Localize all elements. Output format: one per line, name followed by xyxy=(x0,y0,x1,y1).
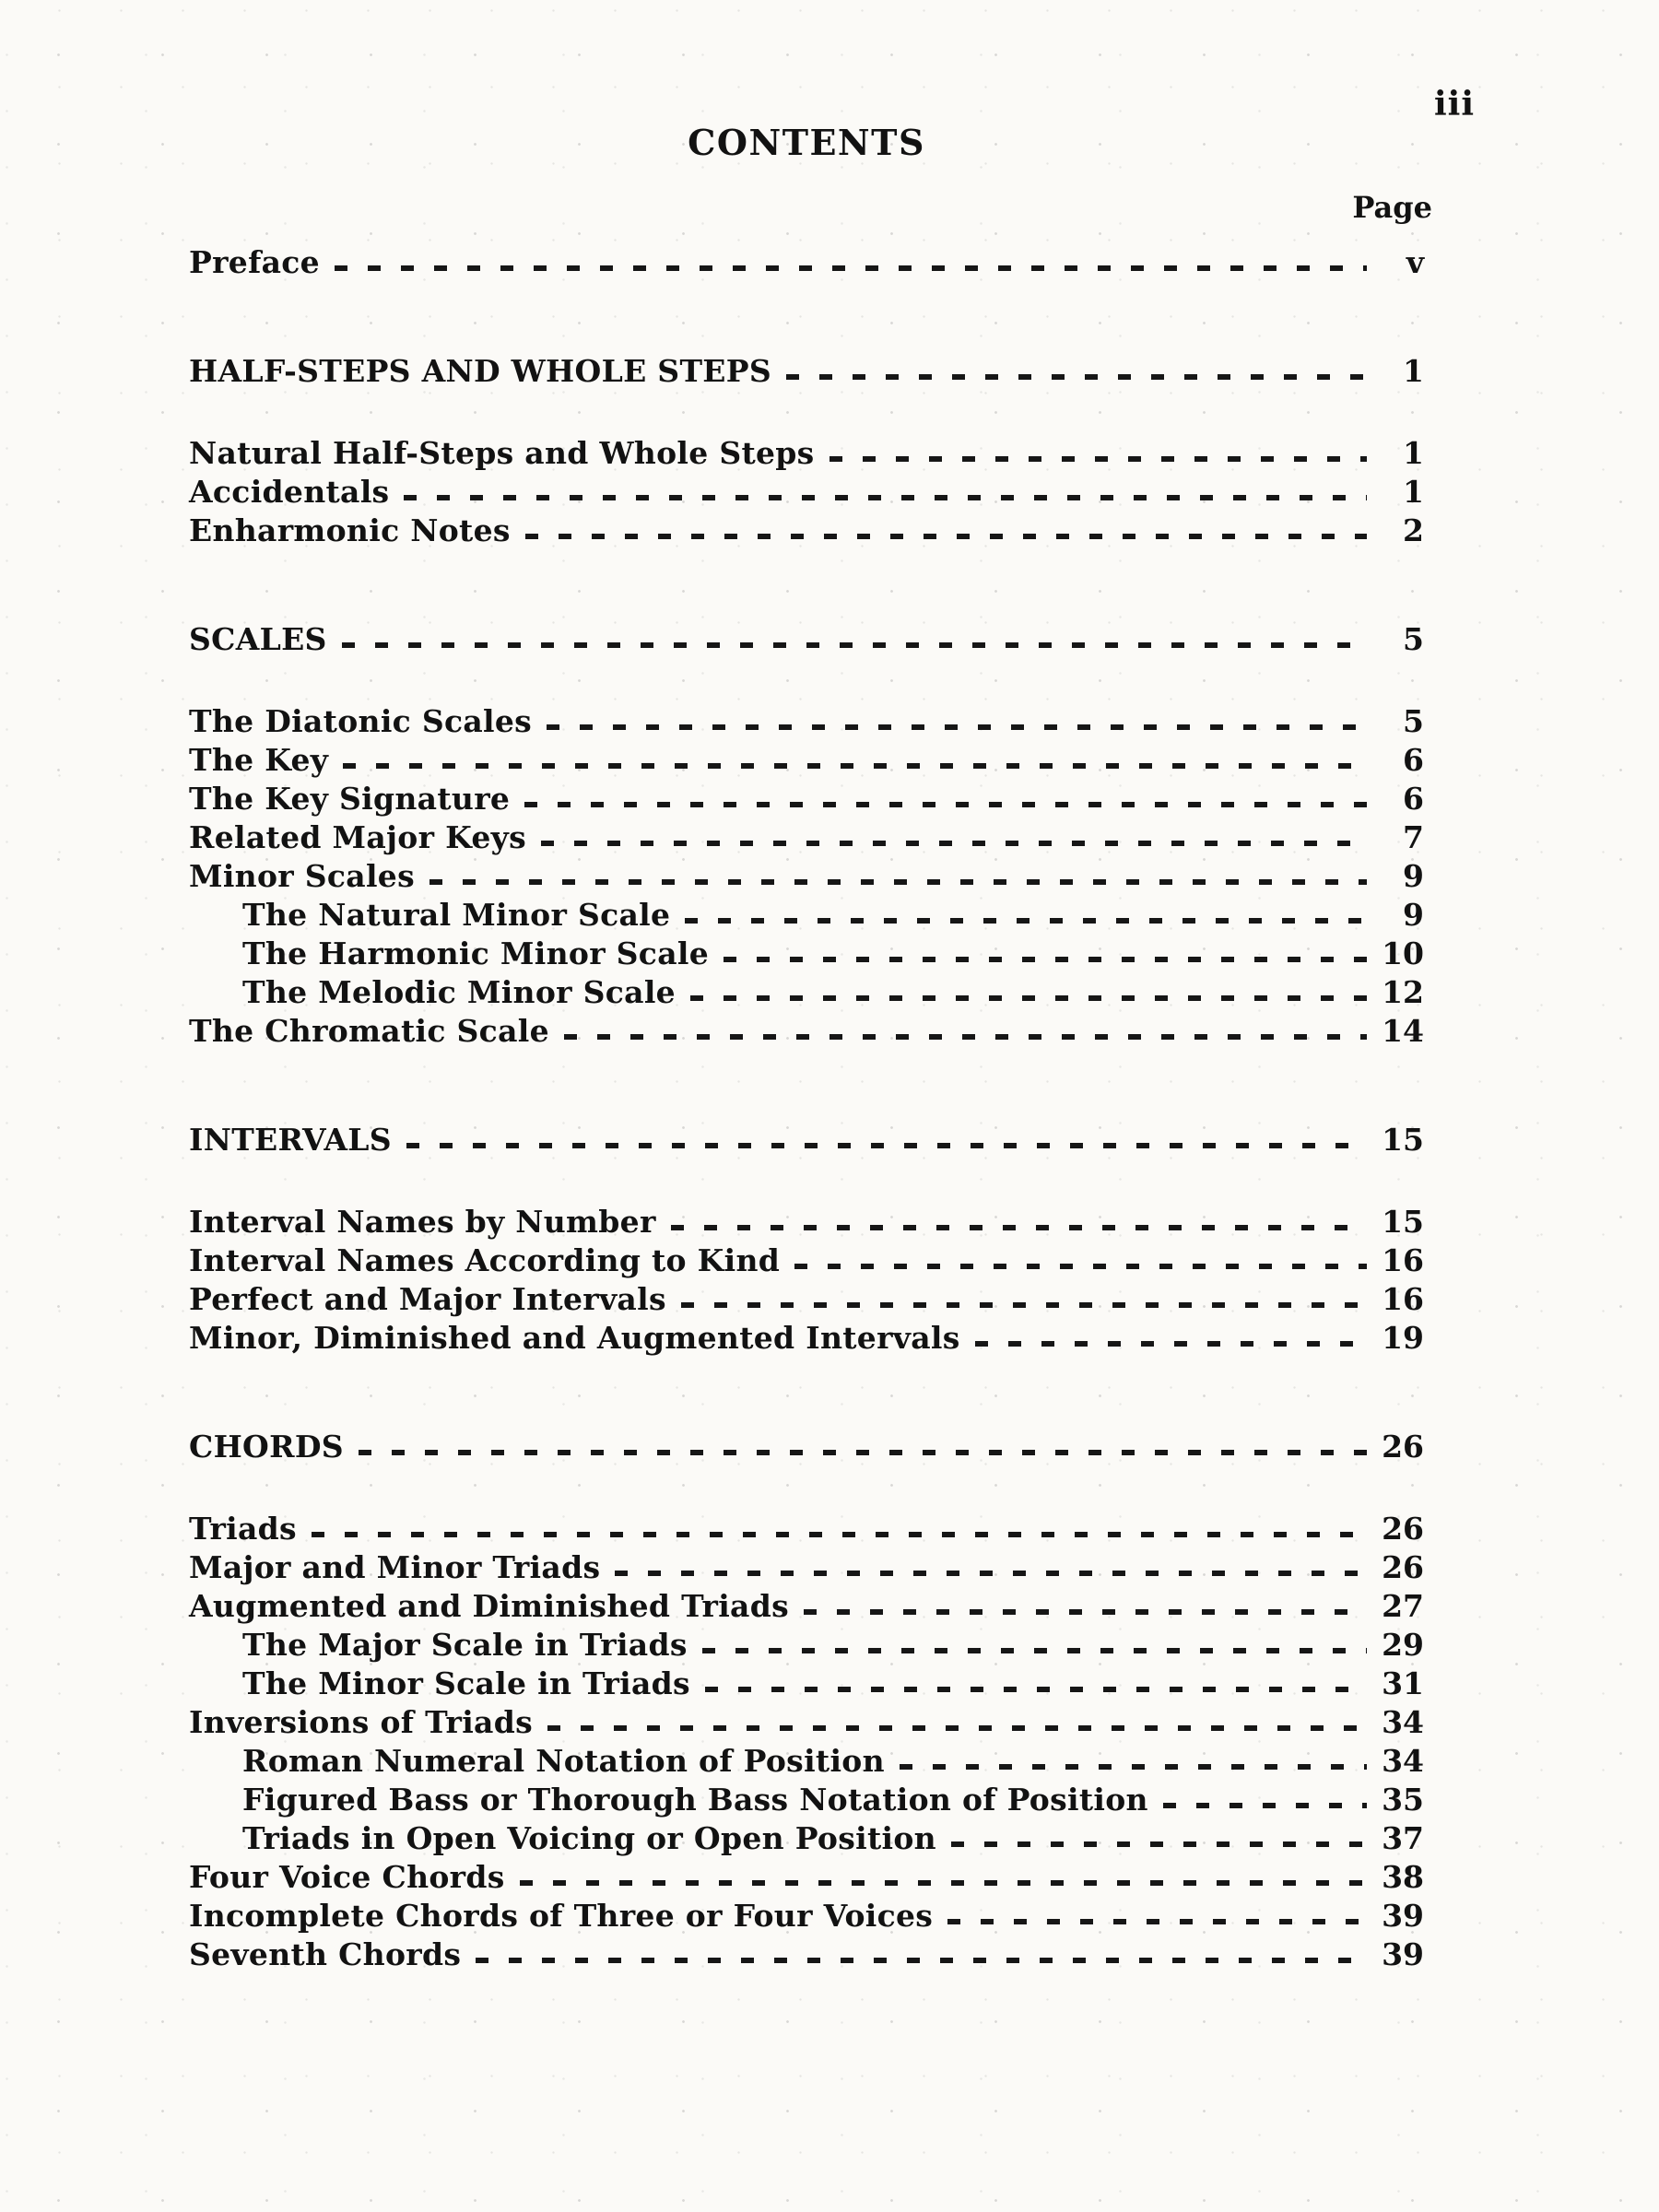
toc-dash-leader xyxy=(702,1648,1367,1653)
toc-entry-label: Triads in Open Voicing or Open Position xyxy=(242,1820,936,1856)
toc-entry-label: Preface xyxy=(189,244,320,280)
folio-page-number: iii xyxy=(1433,85,1475,124)
toc-page-number: 15 xyxy=(1382,1122,1424,1158)
toc-dash-leader xyxy=(343,763,1367,769)
toc-entry-row xyxy=(189,1280,1424,1319)
toc-entry-label: Roman Numeral Notation of Position xyxy=(242,1743,885,1779)
toc-entry-label: Inversions of Triads xyxy=(189,1704,533,1740)
toc-page-number: 9 xyxy=(1403,858,1424,894)
toc-entry-row xyxy=(189,1587,1424,1626)
toc-entry-row xyxy=(189,896,1424,935)
toc-dash-leader xyxy=(975,1341,1367,1347)
toc-page-number: 12 xyxy=(1382,974,1424,1010)
toc-page-number: 26 xyxy=(1382,1511,1424,1547)
toc-page-number: 26 xyxy=(1382,1549,1424,1585)
toc-page-number: 39 xyxy=(1382,1898,1424,1934)
page-column-header: Page xyxy=(1352,190,1432,225)
toc-entry-label: Interval Names According to Kind xyxy=(189,1242,781,1278)
toc-entry-row xyxy=(189,1936,1424,1974)
toc-entry-label: Natural Half-Steps and Whole Steps xyxy=(189,435,815,471)
toc-dash-leader xyxy=(685,918,1367,924)
toc-dash-leader xyxy=(476,1958,1367,1963)
toc-dash-leader xyxy=(525,534,1367,539)
toc-entry-label: The Diatonic Scales xyxy=(189,703,533,739)
toc-entry-label: Figured Bass or Thorough Bass Notation of Position xyxy=(242,1782,1148,1818)
toc-page-number: 26 xyxy=(1382,1429,1424,1465)
toc-dash-leader xyxy=(541,841,1367,846)
toc-page-number: 34 xyxy=(1382,1743,1424,1779)
toc-entry-row xyxy=(189,818,1424,857)
toc-dash-leader xyxy=(429,879,1367,885)
toc-dash-leader xyxy=(671,1225,1367,1230)
toc-dash-leader xyxy=(547,724,1367,730)
toc-page-number: 16 xyxy=(1382,1242,1424,1278)
toc-dash-leader xyxy=(794,1264,1367,1269)
toc-page-number: 39 xyxy=(1382,1936,1424,1972)
toc-entry-row xyxy=(189,780,1424,818)
toc-section-heading-label: CHORDS xyxy=(189,1429,344,1465)
toc-entry-label: Seventh Chords xyxy=(189,1936,462,1972)
toc-dash-leader xyxy=(406,1143,1367,1148)
toc-entry-label: Perfect and Major Intervals xyxy=(189,1281,666,1317)
toc-entry-row xyxy=(189,1742,1424,1781)
toc-page-number: 6 xyxy=(1403,781,1424,817)
toc-entry-row xyxy=(189,1897,1424,1936)
toc-entry-row xyxy=(189,935,1424,973)
toc-entry-row xyxy=(189,1703,1424,1742)
toc-page-number: 5 xyxy=(1403,703,1424,739)
toc-dash-leader xyxy=(804,1609,1367,1615)
toc-entry-row xyxy=(189,1510,1424,1548)
toc-dash-leader xyxy=(900,1764,1367,1770)
toc-entry-label: Four Voice Chords xyxy=(189,1859,505,1895)
toc-dash-leader xyxy=(359,1450,1367,1455)
table-of-contents xyxy=(189,243,1424,1974)
toc-entry-row xyxy=(189,1241,1424,1280)
toc-page-number: v xyxy=(1406,244,1424,280)
toc-entry-row xyxy=(189,1203,1424,1241)
toc-entry-label: Accidentals xyxy=(189,474,390,510)
toc-dash-leader xyxy=(690,995,1367,1001)
toc-dash-leader xyxy=(947,1919,1367,1924)
toc-dash-leader xyxy=(705,1687,1367,1692)
toc-page-number: 27 xyxy=(1382,1588,1424,1624)
toc-page-number: 31 xyxy=(1382,1665,1424,1701)
toc-entry-label: Enharmonic Notes xyxy=(189,512,511,548)
toc-dash-leader xyxy=(724,957,1367,962)
toc-section-heading-row xyxy=(189,352,1424,391)
toc-section-heading-label: HALF-STEPS AND WHOLE STEPS xyxy=(189,353,771,389)
toc-entry-row xyxy=(189,1665,1424,1703)
toc-entry-row xyxy=(189,1819,1424,1858)
toc-entry-label: The Melodic Minor Scale xyxy=(242,974,676,1010)
toc-page-number: 35 xyxy=(1382,1782,1424,1818)
toc-dash-leader xyxy=(681,1302,1367,1308)
toc-entry-label: Minor Scales xyxy=(189,858,415,894)
toc-page-number: 1 xyxy=(1403,435,1424,471)
toc-entry-label: Related Major Keys xyxy=(189,819,526,855)
toc-page-number: 6 xyxy=(1403,742,1424,778)
toc-entry-label: Augmented and Diminished Triads xyxy=(189,1588,789,1624)
toc-entry-row xyxy=(189,1548,1424,1587)
toc-dash-leader xyxy=(335,265,1367,271)
toc-dash-leader xyxy=(342,642,1367,648)
toc-entry-label: The Key Signature xyxy=(189,781,511,817)
toc-section-heading-row xyxy=(189,1121,1424,1159)
toc-dash-leader xyxy=(312,1532,1367,1537)
toc-entry-label: The Minor Scale in Triads xyxy=(242,1665,690,1701)
toc-page-number: 16 xyxy=(1382,1281,1424,1317)
toc-entry-label: Interval Names by Number xyxy=(189,1204,656,1240)
toc-entry-label: Triads xyxy=(189,1511,297,1547)
toc-entry-row xyxy=(189,857,1424,896)
toc-entry-row xyxy=(189,702,1424,741)
toc-page-number: 5 xyxy=(1403,621,1424,657)
toc-page-number: 15 xyxy=(1382,1204,1424,1240)
toc-page-number: 10 xyxy=(1382,935,1424,971)
toc-entry-label: The Harmonic Minor Scale xyxy=(242,935,710,971)
toc-page-number: 19 xyxy=(1382,1320,1424,1356)
toc-page-number: 38 xyxy=(1382,1859,1424,1895)
toc-page-number: 29 xyxy=(1382,1627,1424,1663)
toc-entry-row xyxy=(189,973,1424,1012)
toc-dash-leader xyxy=(1163,1803,1367,1808)
toc-dash-leader xyxy=(524,802,1367,807)
toc-entry-label: The Chromatic Scale xyxy=(189,1013,549,1049)
toc-page-number: 7 xyxy=(1403,819,1424,855)
toc-page-number: 1 xyxy=(1403,353,1424,389)
toc-entry-row xyxy=(189,243,1424,282)
toc-dash-leader xyxy=(547,1725,1367,1731)
toc-section-heading-row xyxy=(189,1428,1424,1466)
toc-section-heading-label: SCALES xyxy=(189,621,327,657)
toc-entry-row xyxy=(189,473,1424,512)
toc-dash-leader xyxy=(830,456,1367,462)
toc-section-heading-row xyxy=(189,620,1424,659)
toc-page-number: 37 xyxy=(1382,1820,1424,1856)
toc-entry-label: Incomplete Chords of Three or Four Voices xyxy=(189,1898,934,1934)
toc-entry-row xyxy=(189,1626,1424,1665)
page-title: CONTENTS xyxy=(688,122,925,163)
toc-entry-row xyxy=(189,1858,1424,1897)
toc-entry-row xyxy=(189,1319,1424,1358)
toc-page-number: 9 xyxy=(1403,897,1424,933)
toc-page-number: 34 xyxy=(1382,1704,1424,1740)
toc-entry-row xyxy=(189,512,1424,550)
toc-entry-row xyxy=(189,1781,1424,1819)
toc-entry-label: Minor, Diminished and Augmented Intervals xyxy=(189,1320,960,1356)
toc-entry-label: The Key xyxy=(189,742,329,778)
toc-entry-label: The Natural Minor Scale xyxy=(242,897,671,933)
toc-entry-row xyxy=(189,1012,1424,1051)
toc-dash-leader xyxy=(786,374,1367,380)
toc-dash-leader xyxy=(404,495,1367,500)
toc-section-heading-label: INTERVALS xyxy=(189,1122,392,1158)
toc-entry-label: The Major Scale in Triads xyxy=(242,1627,688,1663)
toc-entry-row xyxy=(189,741,1424,780)
toc-dash-leader xyxy=(564,1034,1367,1040)
toc-dash-leader xyxy=(615,1571,1367,1576)
toc-dash-leader xyxy=(951,1841,1367,1847)
toc-entry-label: Major and Minor Triads xyxy=(189,1549,601,1585)
toc-page-number: 2 xyxy=(1403,512,1424,548)
toc-page-number: 1 xyxy=(1403,474,1424,510)
toc-dash-leader xyxy=(520,1880,1367,1886)
toc-page-number: 14 xyxy=(1382,1013,1424,1049)
toc-entry-row xyxy=(189,434,1424,473)
